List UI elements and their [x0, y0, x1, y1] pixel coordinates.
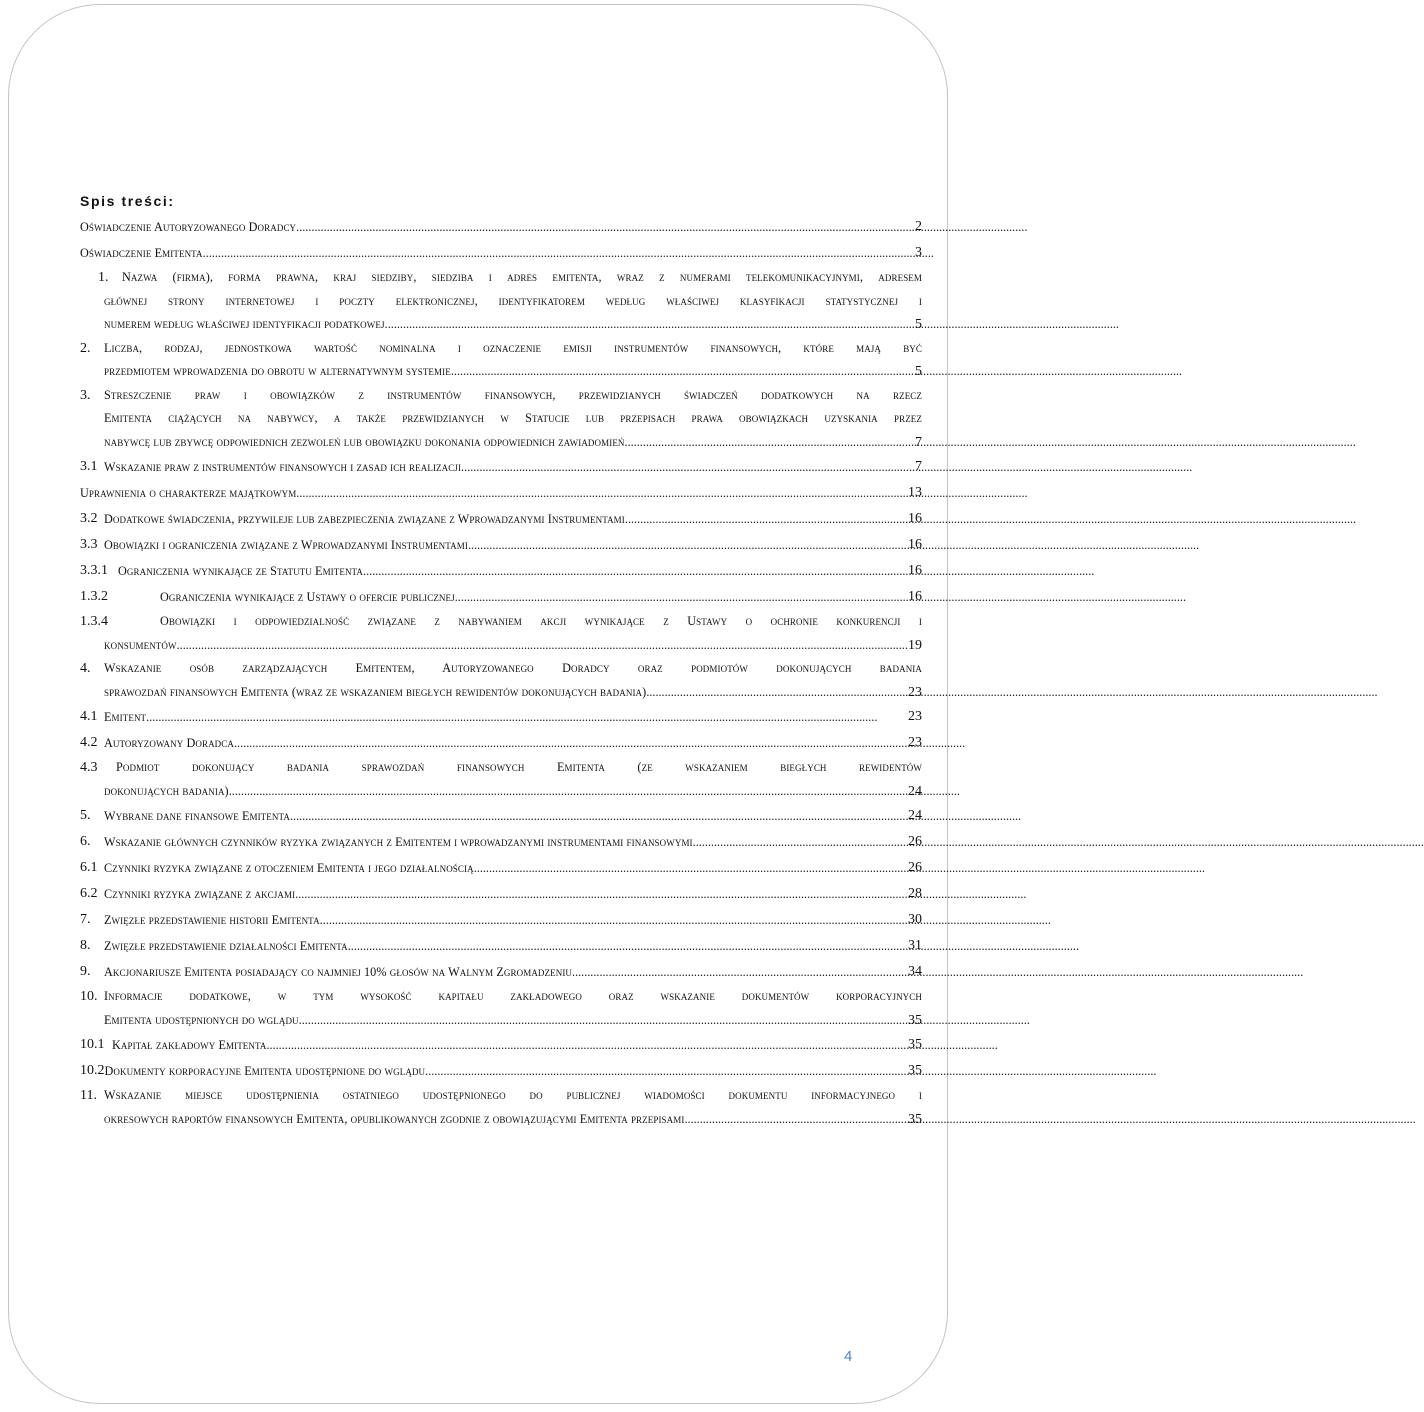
toc-entry-line — [80, 290, 922, 314]
toc-entry-text: Podmiot dokonujący badania sprawozdań finansowych Emitenta (ze wskazaniem biegłych rewidentów — [116, 760, 922, 774]
toc-entry-line — [80, 704, 922, 730]
toc-entry-text: Wskazanie głównych czynników ryzyka związanych z Emitentem i wprowadzanymi instrumentami finansowymi — [104, 835, 693, 849]
toc-entry[interactable] — [80, 506, 922, 532]
toc-entry-line — [80, 829, 922, 855]
toc-entry-line — [80, 959, 922, 985]
toc-entry-line — [80, 214, 922, 240]
toc-entry-line — [80, 907, 922, 933]
toc-entry-page: 35 — [908, 1111, 922, 1127]
toc-entry-text: Obowiązki i odpowiedzialność związane z nabywaniem akcji wynikające z Ustawy o ochronie konkurencji i — [160, 614, 922, 628]
toc-entry-page: 16 — [908, 563, 922, 578]
toc-leader-dots — [320, 907, 907, 933]
toc-entry-number: 3.3.1 — [80, 563, 108, 578]
toc-entry-number: 6. — [80, 834, 91, 849]
toc-entry-line — [80, 532, 922, 558]
toc-leader-dots — [299, 1009, 907, 1033]
toc-entry-text: Wskazanie miejsce udostępnienia ostatniego udostępnionego do publicznej wiadomości dokumentu informacyjnego i — [104, 1088, 922, 1102]
toc-entry-number: 3.3 — [80, 537, 98, 552]
toc-leader-dots — [348, 933, 907, 959]
toc-entry-line — [80, 1032, 922, 1058]
toc-entry-line — [80, 1084, 922, 1108]
toc-leader-dots — [295, 881, 907, 907]
toc-entry-text: Wskazanie osób zarządzających Emitentem, Autoryzowanego Doradcy oraz podmiotów dokonujących badania — [104, 661, 922, 675]
toc-entry-page: 7 — [915, 459, 922, 474]
toc-entry-number: 10. — [80, 989, 98, 1004]
table-of-contents — [80, 214, 922, 1131]
toc-entry-text: Dodatkowe świadczenia, przywileje lub zabezpieczenia związane z Wprowadzanymi Instrumentami — [104, 512, 625, 526]
toc-leader-dots — [455, 584, 907, 610]
toc-entry-line — [80, 681, 922, 705]
toc-entry-line — [80, 881, 922, 907]
toc-entry-page: 35 — [908, 1063, 922, 1078]
toc-entry-line — [80, 558, 922, 584]
toc-entry-line — [80, 337, 922, 361]
toc-entry-line — [80, 985, 922, 1009]
toc-entry-text: dokonujących badania) — [104, 783, 229, 798]
toc-entry[interactable] — [80, 266, 922, 337]
toc-entry-text: Wskazanie praw z instrumentów finansowych i zasad ich realizacji — [104, 460, 462, 474]
toc-entry-line — [80, 506, 922, 532]
toc-leader-dots — [234, 730, 907, 756]
toc-leader-dots — [451, 360, 914, 384]
toc-entry-page: 30 — [908, 912, 922, 927]
toc-entry-line — [80, 657, 922, 681]
toc-entry-text: Liczba, rodzaj, jednostkowa wartość nominalna i oznaczenie emisji instrumentów finansowych, które mają być — [104, 340, 922, 355]
toc-entry-number: 10.1 — [80, 1037, 105, 1052]
toc-entry-text: Czynniki ryzyka związane z akcjami — [104, 887, 296, 901]
toc-leader-dots — [625, 431, 914, 455]
toc-entry-number: 4. — [80, 661, 91, 676]
toc-entry-page: 35 — [908, 1037, 922, 1052]
toc-entry-text: Zwięzłe przedstawienie historii Emitenta — [104, 913, 320, 927]
toc-entry[interactable] — [80, 480, 922, 506]
toc-entry-text: Uprawnienia o charakterze majątkowym — [80, 486, 297, 500]
toc-entry-line — [80, 407, 922, 431]
toc-entry[interactable] — [80, 756, 922, 803]
toc-entry-line — [80, 240, 922, 266]
toc-entry-number: 3. — [80, 387, 91, 403]
toc-entry-page: 5 — [915, 317, 922, 332]
toc-entry[interactable] — [80, 855, 922, 881]
toc-entry-page: 3 — [915, 245, 922, 260]
toc-entry-page: 2 — [915, 219, 922, 234]
toc-leader-dots — [388, 313, 914, 337]
toc-entry-text: Emitenta udostępnionych do wglądu — [104, 1012, 299, 1027]
toc-entry-text: Zwięzłe przedstawienie działalności Emitenta — [104, 939, 348, 953]
toc-entry-page: 23 — [908, 684, 922, 700]
toc-entry-line — [80, 610, 922, 634]
toc-entry-number: 9. — [80, 964, 91, 979]
toc-entry-page: 5 — [915, 364, 922, 379]
toc-entry-page: 16 — [908, 511, 922, 526]
toc-entry-line — [80, 584, 922, 610]
toc-entry-line — [80, 780, 922, 804]
toc-entry-text: Nazwa (firma), forma prawna, kraj siedziby, siedziba i adres emitenta, wraz z numerami telekomunikacyjnymi, adresem — [122, 270, 922, 284]
toc-entry[interactable] — [80, 584, 922, 610]
toc-entry-page: 19 — [908, 637, 922, 653]
toc-entry-text: Czynniki ryzyka związane z otoczeniem Emitenta i jego działalnością — [104, 861, 474, 875]
toc-entry[interactable] — [80, 803, 922, 829]
toc-leader-dots — [646, 681, 907, 705]
toc-leader-dots — [474, 855, 907, 881]
toc-entry[interactable] — [80, 214, 922, 240]
toc-entry[interactable] — [80, 558, 922, 584]
toc-entry-line — [80, 855, 922, 881]
toc-entry[interactable] — [80, 240, 922, 266]
toc-entry-page: 35 — [908, 1012, 922, 1028]
toc-entry-number: 11. — [80, 1088, 97, 1103]
toc-entry-text: Dokumenty korporacyjne Emitenta udostępnione do wglądu — [104, 1064, 426, 1078]
toc-leader-dots — [229, 780, 907, 804]
toc-leader-dots — [296, 480, 907, 506]
toc-entry-line — [80, 313, 922, 337]
toc-entry-page: 31 — [908, 938, 922, 953]
toc-leader-dots — [203, 240, 914, 266]
toc-entry-line — [80, 1058, 922, 1084]
toc-leader-dots — [177, 634, 907, 658]
toc-leader-dots — [625, 506, 907, 532]
toc-entry-text: Obowiązki i ograniczenia związane z Wprowadzanymi Instrumentami — [104, 538, 468, 552]
toc-entry[interactable] — [80, 610, 922, 657]
toc-entry[interactable] — [80, 384, 922, 455]
toc-leader-dots — [693, 829, 907, 855]
toc-entry-number: 1.3.4 — [80, 614, 108, 629]
toc-title: Spis treści: — [80, 193, 175, 209]
toc-entry-line — [80, 933, 922, 959]
toc-entry[interactable] — [80, 1032, 922, 1058]
toc-entry[interactable] — [80, 1084, 922, 1131]
toc-leader-dots — [296, 214, 914, 240]
toc-entry-text: Oświadczenie Emitenta — [80, 246, 203, 260]
toc-entry[interactable] — [80, 985, 922, 1032]
toc-entry-page: 28 — [908, 886, 922, 901]
toc-entry-line — [80, 730, 922, 756]
toc-entry-number: 4.3 — [80, 760, 98, 775]
toc-entry-number: 8. — [80, 938, 91, 953]
toc-entry-page: 24 — [908, 783, 922, 799]
toc-entry[interactable] — [80, 1058, 922, 1084]
toc-entry-line — [80, 360, 922, 384]
toc-leader-dots — [363, 558, 907, 584]
toc-entry[interactable] — [80, 454, 922, 480]
toc-entry-number: 4.2 — [80, 735, 98, 750]
toc-entry-line — [80, 756, 922, 780]
toc-entry-text: Emitenta ciążących na nabywcy, a także przewidzianych w Statucie lub przepisach prawa obowiązkach uzyskania przez — [104, 411, 922, 425]
toc-entry[interactable] — [80, 337, 922, 384]
toc-entry[interactable] — [80, 881, 922, 907]
toc-entry-page: 7 — [915, 434, 922, 450]
toc-entry-line — [80, 1009, 922, 1033]
toc-entry[interactable] — [80, 704, 922, 730]
toc-entry-line — [80, 384, 922, 408]
toc-entry-text: Oświadczenie Autoryzowanego Doradcy — [80, 220, 297, 234]
toc-entry-text: głównej strony internetowej i poczty elektronicznej, identyfikatorem według właściwej klasyfikacji statystycznej i — [104, 293, 922, 308]
toc-leader-dots — [290, 803, 907, 829]
toc-entry-number: 7. — [80, 912, 91, 927]
toc-entry-line — [80, 266, 922, 290]
toc-entry-number: 6.2 — [80, 886, 98, 901]
toc-entry[interactable] — [80, 933, 922, 959]
toc-entry-page: 16 — [908, 589, 922, 604]
toc-entry[interactable] — [80, 730, 922, 756]
toc-entry[interactable] — [80, 657, 922, 704]
toc-entry-text: przedmiotem wprowadzenia do obrotu w alternatywnym systemie — [104, 364, 451, 378]
toc-entry-text: Wybrane dane finansowe Emitenta — [104, 809, 290, 823]
toc-entry-text: Kapitał zakładowy Emitenta — [112, 1038, 267, 1052]
toc-leader-dots — [425, 1058, 907, 1084]
toc-entry-number: 2. — [80, 340, 91, 356]
toc-entry-number: 6.1 — [80, 860, 98, 875]
toc-entry-number: 4.1 — [80, 709, 98, 724]
toc-entry[interactable] — [80, 829, 922, 855]
toc-entry-page: 26 — [908, 860, 922, 875]
toc-entry[interactable] — [80, 907, 922, 933]
toc-entry-page: 23 — [908, 735, 922, 750]
toc-entry-number: 1.3.2 — [80, 589, 108, 604]
toc-entry[interactable] — [80, 532, 922, 558]
toc-entry-line — [80, 803, 922, 829]
toc-entry-text: Ograniczenia wynikające ze Statutu Emitenta — [118, 564, 364, 578]
toc-entry-number: 3.1 — [80, 459, 98, 474]
toc-entry-line — [80, 634, 922, 658]
toc-leader-dots — [468, 532, 907, 558]
toc-leader-dots — [572, 959, 907, 985]
toc-entry-text: numerem według właściwej identyfikacji podatkowej. — [104, 317, 388, 331]
toc-leader-dots — [266, 1032, 907, 1058]
toc-entry-page: 16 — [908, 537, 922, 552]
toc-entry-page: 13 — [908, 485, 922, 500]
toc-entry-text: Autoryzowany Doradca — [104, 736, 234, 750]
toc-entry-number: 5. — [80, 808, 91, 823]
toc-leader-dots — [461, 454, 914, 480]
toc-entry-text: Ograniczenia wynikające z Ustawy o ofercie publicznej — [160, 590, 455, 604]
page-number: 4 — [844, 1348, 853, 1365]
toc-entry-text: okresowych raportów finansowych Emitenta, opublikowanych zgodnie z obowiązującymi Emitenta przepisami — [104, 1111, 685, 1126]
toc-entry-page: 34 — [908, 964, 922, 979]
toc-entry-text: Informacje dodatkowe, w tym wysokość kapitału zakładowego oraz wskazanie dokumentów korporacyjnych — [104, 989, 922, 1003]
toc-entry-text: Emitent — [104, 710, 147, 724]
toc-leader-dots — [146, 704, 907, 730]
toc-entry[interactable] — [80, 959, 922, 985]
toc-entry-line — [80, 431, 922, 455]
toc-entry-page: 23 — [908, 709, 922, 724]
toc-entry-number: 3.2 — [80, 511, 98, 526]
toc-entry-line — [80, 454, 922, 480]
toc-entry-text: konsumentów — [104, 637, 177, 652]
toc-entry-number: 1. — [98, 270, 109, 285]
toc-entry-text: Akcjonariusze Emitenta posiadający co najmniej 10% głosów na Walnym Zgromadzeniu — [104, 965, 573, 979]
toc-entry-line — [80, 1108, 922, 1132]
toc-entry-page: 26 — [908, 834, 922, 849]
toc-entry-number: 10.2 — [80, 1063, 105, 1078]
toc-entry-line — [80, 480, 922, 506]
toc-entry-text: sprawozdań finansowych Emitenta (wraz ze wskazaniem biegłych rewidentów dokonujących badania) — [104, 684, 647, 699]
toc-leader-dots — [684, 1108, 907, 1132]
toc-entry-text: nabywcę lub zbywcę odpowiednich zezwoleń lub obowiązku dokonania odpowiednich zawiadomień — [104, 434, 625, 449]
toc-entry-page: 24 — [908, 808, 922, 823]
toc-entry-text: Streszczenie praw i obowiązków z instrumentów finansowych, przewidzianych świadczeń dodatkowych na rzecz — [104, 387, 922, 402]
